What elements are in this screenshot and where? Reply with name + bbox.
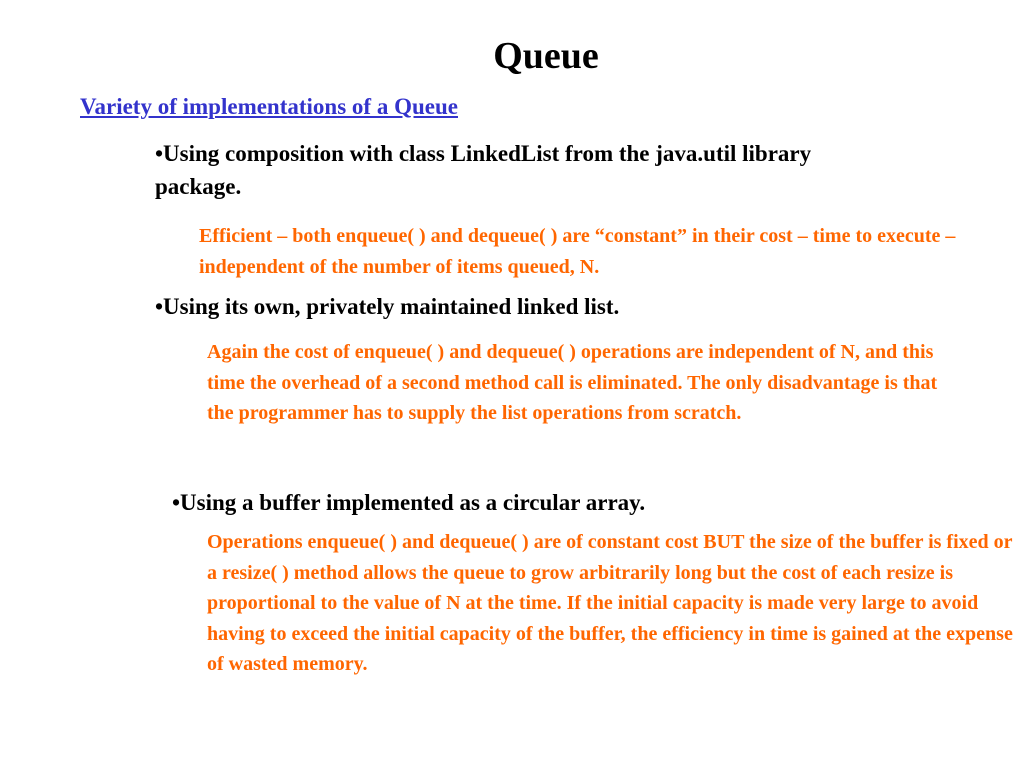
bullet-point-circular-array: •Using a buffer implemented as a circular array. <box>172 490 646 515</box>
section-subtitle: Variety of implementations of a Queue <box>80 94 458 119</box>
slide-title: Queue <box>493 35 599 77</box>
bullet-point-linkedlist: •Using composition with class LinkedList from the java.util library package. <box>155 141 812 199</box>
note-circular-array: Operations enqueue( ) and dequeue( ) are of constant cost BUT the size of the buffer is fixed or a resize( ) method allows the queue to grow arbitrarily long but the cost of each resize is proportional to the value of N at the time. If the initial capacity is made very large to avoid having to exceed the initial capacity of the buffer, the efficiency in time is gained at the expense of wasted memory. <box>207 531 1013 675</box>
note-linkedlist: Efficient – both enqueue( ) and dequeue( ) are “constant” in their cost – time to execute – independent of the number of items queued, N. <box>199 225 956 278</box>
bullet-point-own-linked-list: •Using its own, privately maintained linked list. <box>155 294 620 319</box>
note-own-linked-list: Again the cost of enqueue( ) and dequeue( ) operations are independent of N, and this time the overhead of a second method call is eliminated. The only disadvantage is that the programmer has to supply the list operations from scratch. <box>207 341 938 424</box>
